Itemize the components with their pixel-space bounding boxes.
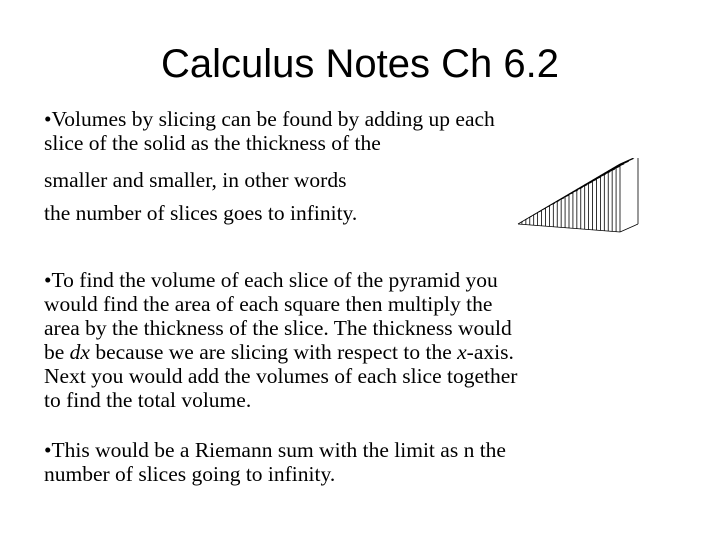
text-line: would find the area of each square then multiply the (44, 292, 493, 316)
text-line: •To find the volume of each slice of the pyramid you (44, 268, 498, 292)
text-fragment: be (44, 340, 70, 364)
text-line: smaller and smaller, in other words (44, 168, 347, 192)
bullet-volumes-by-slicing (44, 107, 654, 155)
text-line: to find the total volume. (44, 388, 252, 412)
text-fragment: because we are slicing with respect to the (89, 340, 458, 364)
slice-line (620, 224, 638, 232)
text-line: •This would be a Riemann sum with the limit as n the (44, 438, 506, 462)
bullet-riemann-sum (44, 438, 674, 486)
x-variable: x (457, 340, 467, 364)
slide-title: Calculus Notes Ch 6.2 (161, 42, 559, 86)
text-line: number of slices going to infinity. (44, 462, 336, 486)
pyramid-slices (518, 158, 638, 232)
text-line: the number of slices goes to infinity. (44, 201, 358, 225)
text-line: area by the thickness of the slice. The thickness would (44, 316, 512, 340)
text-line: Next you would add the volumes of each slice together (44, 364, 518, 388)
text-line: •Volumes by slicing can be found by adding up each (44, 107, 495, 131)
bullet-find-volume (44, 268, 674, 412)
sliced-pyramid-diagram (512, 158, 642, 263)
text-fragment: -axis. (466, 340, 514, 364)
text-line (44, 340, 674, 364)
text-line: slice of the solid as the thickness of the (44, 131, 381, 155)
dx-term: dx (69, 340, 90, 364)
